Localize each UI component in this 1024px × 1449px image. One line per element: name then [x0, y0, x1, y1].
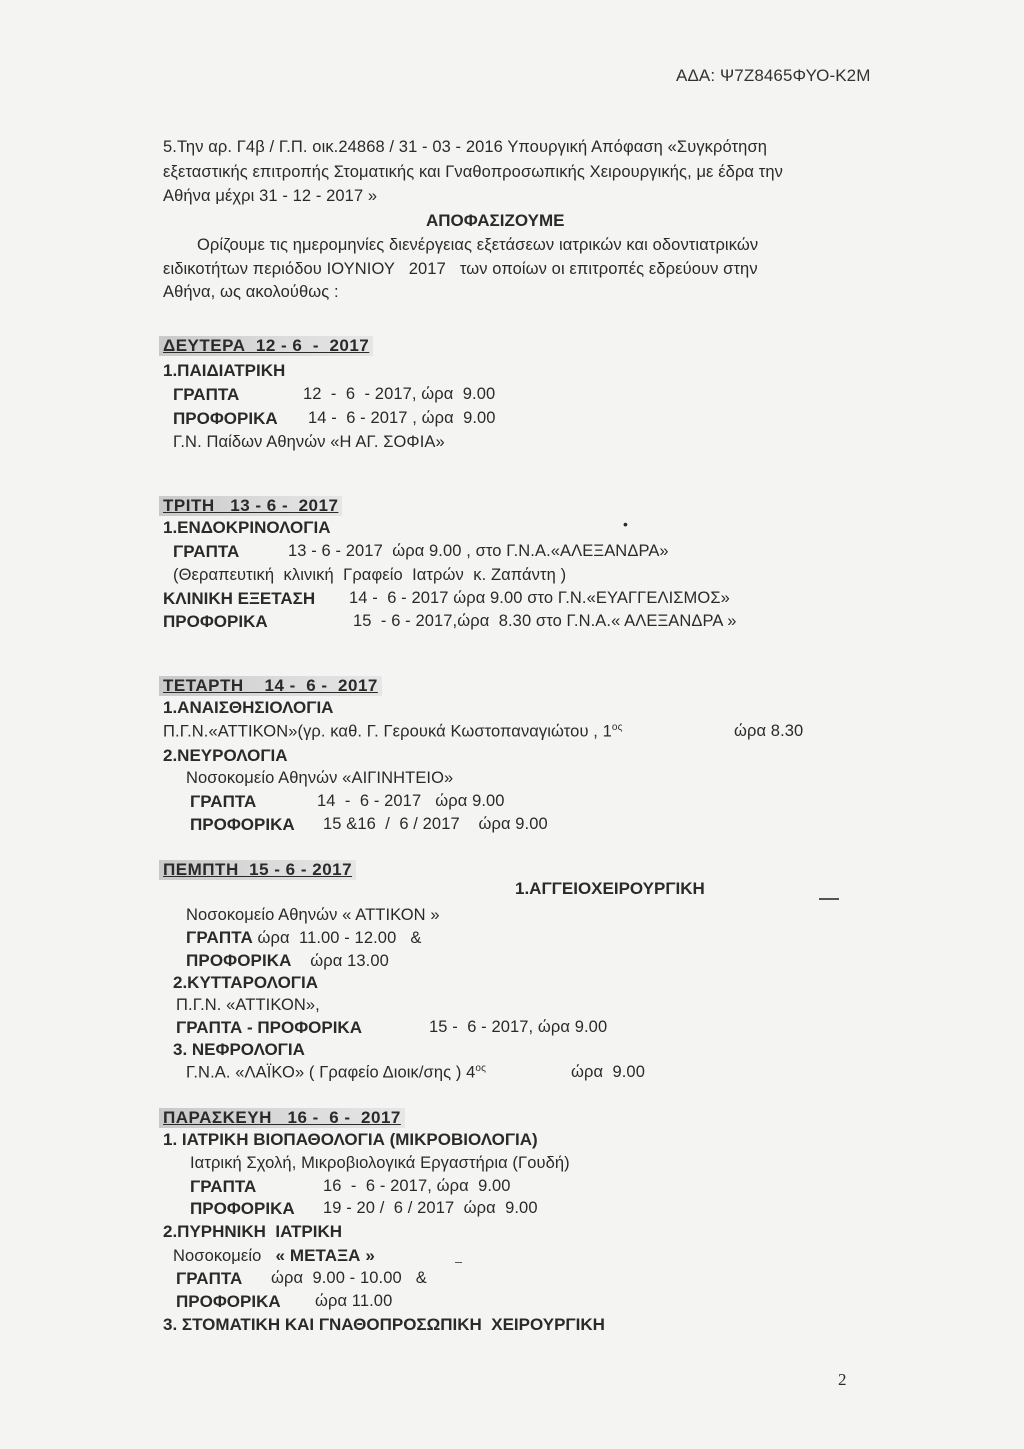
wednesday-specialty-2: 2.ΝΕΥΡΟΛΟΓΙΑ [163, 746, 288, 765]
thursday-specialty-2-place: Π.Γ.Ν. «ΑΤΤΙΚΟΝ», [176, 996, 320, 1014]
thursday-specialty-3-time: ώρα 9.00 [571, 1063, 645, 1081]
monday-heading: ΔΕΥΤΕΡΑ 12 - 6 - 2017 [159, 336, 373, 356]
decision-paragraph-2: ειδικοτήτων περιόδου ΙΟΥΝΙΟΥ 2017 των οποίων οι επιτροπές εδρεύουν στην [163, 260, 758, 278]
tuesday-clinical-value: 14 - 6 - 2017 ώρα 9.00 στο Γ.Ν.«ΕΥΑΓΓΕΛΙΣΜΟΣ» [349, 589, 730, 607]
tuesday-written-label: ΓΡΑΠΤΑ [173, 542, 240, 561]
thursday-specialty-3-place: Γ.Ν.Α. «ΛΑΪΚΟ» ( Γραφείο Διοικ/σης ) $4^{o\varsigma}$ [186, 1063, 486, 1082]
tuesday-heading: ΤΡΙΤΗ 13 - 6 - 2017 [159, 496, 342, 516]
thursday-heading: ΠΕΜΠΤΗ 15 - 6 - 2017 [159, 860, 356, 880]
dash-mark [819, 898, 839, 900]
friday-written-label: ΓΡΑΠΤΑ [190, 1177, 257, 1196]
tuesday-specialty: 1.ΕΝΔΟΚΡΙΝΟΛΟΓΙΑ [163, 518, 331, 537]
friday-specialty-2-place: Νοσοκομείο « ΜΕΤΑΞΑ » [173, 1246, 375, 1265]
monday-specialty: 1.ΠΑΙΔΙΑΤΡΙΚΗ [163, 361, 286, 380]
wednesday-heading: ΤΕΤΑΡΤΗ 14 - 6 - 2017 [159, 676, 382, 696]
tuesday-oral-label: ΠΡΟΦΟΡΙΚΑ [163, 612, 268, 631]
dot-mark: • [623, 516, 628, 532]
tuesday-note: (Θεραπευτική κλινική Γραφείο Ιατρών κ. Ζαπάντη ) [173, 566, 567, 584]
wednesday-specialty-1-time: ώρα 8.30 [734, 722, 804, 740]
friday-oral-label: ΠΡΟΦΟΡΙΚΑ [190, 1199, 295, 1218]
monday-place: Γ.Ν. Παίδων Αθηνών «Η ΑΓ. ΣΟΦΙΑ» [173, 433, 445, 451]
monday-written-value: 12 - 6 - 2017, ώρα 9.00 [303, 385, 496, 403]
decision-paragraph-1: Ορίζουμε τις ημερομηνίες διενέργειας εξετάσεων ιατρικών και οδοντιατρικών [197, 236, 759, 254]
monday-oral-label: ΠΡΟΦΟΡΙΚΑ [173, 409, 278, 428]
small-dash-mark [455, 1262, 462, 1263]
thursday-specialty-1-place: Νοσοκομείο Αθηνών « ΑΤΤΙΚΟΝ » [186, 906, 440, 924]
friday-written-2-value: ώρα 9.00 - 10.00 & [271, 1269, 427, 1287]
thursday-specialty-3: 3. ΝΕΦΡΟΛΟΓΙΑ [173, 1040, 305, 1059]
friday-written-2-label: ΓΡΑΠΤΑ [176, 1269, 243, 1288]
tuesday-written-value: 13 - 6 - 2017 ώρα 9.00 , στο Γ.Ν.Α.«ΑΛΕΞΑΝΔΡΑ» [288, 542, 669, 560]
friday-oral-2-label: ΠΡΟΦΟΡΙΚΑ [176, 1292, 281, 1311]
intro-line-3: Αθήνα μέχρι 31 - 12 - 2017 » [163, 187, 378, 205]
thursday-specialty-1: 1.ΑΓΓΕΙΟΧΕΙΡΟΥΡΓΙΚΗ [515, 879, 705, 898]
page-number: 2 [838, 1370, 847, 1389]
thursday-written: ΓΡΑΠΤΑ ώρα 11.00 - 12.00 & [186, 928, 422, 947]
monday-written-label: ΓΡΑΠΤΑ [173, 385, 240, 404]
tuesday-oral-value: 15 - 6 - 2017,ώρα 8.30 στο Γ.Ν.Α.« ΑΛΕΞΑΝΔΡΑ » [353, 612, 737, 630]
ada-code: ΑΔΑ: Ψ7Ζ8465ΦΥΟ-Κ2Μ [676, 66, 871, 85]
wednesday-specialty-1: 1.ΑΝΑΙΣΘΗΣΙΟΛΟΓΙΑ [163, 698, 334, 717]
intro-line-2: εξεταστικής επιτροπής Στοματικής και Γναθοπροσωπικής Χειρουργικής, με έδρα την [163, 163, 783, 181]
friday-specialty-3: 3. ΣΤΟΜΑΤΙΚΗ ΚΑΙ ΓΝΑΘΟΠΡΟΣΩΠΙΚΗ ΧΕΙΡΟΥΡΓΙΚΗ [163, 1315, 605, 1334]
thursday-oral: ΠΡΟΦΟΡΙΚΑ ώρα 13.00 [186, 951, 389, 970]
friday-specialty-2: 2.ΠΥΡΗΝΙΚΗ ΙΑΤΡΙΚΗ [163, 1222, 342, 1241]
wednesday-specialty-1-place: Π.Γ.Ν.«ΑΤΤΙΚΟΝ»(γρ. καθ. Γ. Γερουκά Κωστοπαναγιώτου , $1^{o\varsigma}$ [163, 722, 623, 741]
friday-specialty-1: 1. ΙΑΤΡΙΚΗ ΒΙΟΠΑΘΟΛΟΓΙΑ (ΜΙΚΡΟΒΙΟΛΟΓΙΑ) [163, 1130, 538, 1149]
intro-line-1: 5.Την αρ. Γ4β / Γ.Π. οικ.24868 / 31 - 03 - 2016 Υπουργική Απόφαση «Συγκρότηση [163, 138, 768, 156]
tuesday-clinical-label: ΚΛΙΝΙΚΗ ΕΞΕΤΑΣΗ [163, 589, 316, 608]
wednesday-oral-value: 15 &16 / 6 / 2017 ώρα 9.00 [323, 815, 548, 833]
friday-specialty-1-place: Ιατρική Σχολή, Μικροβιολογικά Εργαστήρια (Γουδή) [190, 1154, 570, 1172]
decision-paragraph-3: Αθήνα, ως ακολούθως : [163, 283, 339, 301]
friday-heading: ΠΑΡΑΣΚΕΥΗ 16 - 6 - 2017 [159, 1108, 405, 1128]
wednesday-written-value: 14 - 6 - 2017 ώρα 9.00 [317, 792, 505, 810]
thursday-specialty-2-label: ΓΡΑΠΤΑ - ΠΡΟΦΟΡΙΚΑ [176, 1018, 362, 1037]
thursday-specialty-2: 2.ΚΥΤΤΑΡΟΛΟΓΙΑ [173, 973, 319, 992]
wednesday-specialty-2-place: Νοσοκομείο Αθηνών «ΑΙΓΙΝΗΤΕΙΟ» [186, 769, 454, 787]
thursday-specialty-2-value: 15 - 6 - 2017, ώρα 9.00 [429, 1018, 608, 1036]
wednesday-oral-label: ΠΡΟΦΟΡΙΚΑ [190, 815, 295, 834]
friday-written-value: 16 - 6 - 2017, ώρα 9.00 [323, 1177, 511, 1195]
monday-oral-value: 14 - 6 - 2017 , ώρα 9.00 [308, 409, 496, 427]
friday-oral-2-value: ώρα 11.00 [315, 1292, 393, 1310]
decision-heading: ΑΠΟΦΑΣΙΖΟΥΜΕ [426, 211, 565, 230]
friday-oral-value: 19 - 20 / 6 / 2017 ώρα 9.00 [323, 1199, 538, 1217]
wednesday-written-label: ΓΡΑΠΤΑ [190, 792, 257, 811]
